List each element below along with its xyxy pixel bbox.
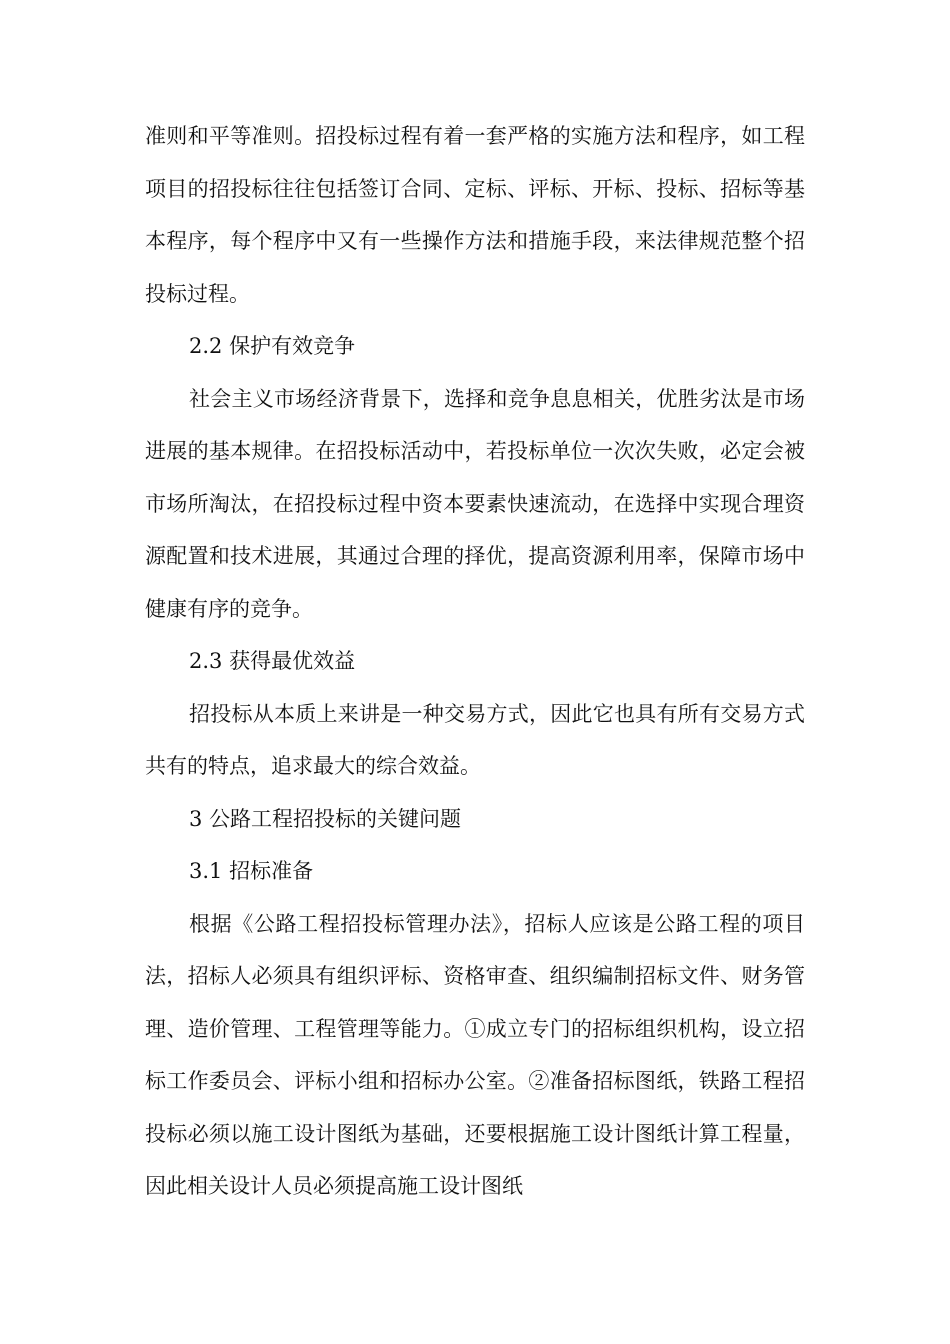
paragraph-2: 社会主义市场经济背景下，选择和竞争息息相关，优胜劣汰是市场进展的基本规律。在招投标活动中，若投标单位一次次失败，必定会被市场所淘汰，在招投标过程中资本要素快速流动，在选择中实现合理资源配置和技术进展，其通过合理的择优，提高资源利用率，保障市场中健康有序的竞争。 — [145, 386, 805, 621]
paragraph-4: 根据《公路工程招投标管理办法》，招标人应该是公路工程的项目法，招标人必须具有组织评标、资格审查、组织编制招标文件、财务管理、造价管理、工程管理等能力。①成立专门的招标组织机构，设立招标工作委员会、评标小组和招标办公室。②准备招标图纸，铁路工程招投标必须以施工设计图纸为基础，还要根据施工设计图纸计算工程量，因此相关设计人员必须提高施工设计图纸 — [145, 911, 805, 1198]
section-heading-3-1: 3.1 招标准备 — [189, 859, 314, 883]
section-heading-2-3: 2.3 获得最优效益 — [189, 649, 356, 673]
document-body — [145, 110, 805, 1213]
section-heading-2-2: 2.2 保护有效竞争 — [189, 334, 356, 358]
section-heading-3: 3 公路工程招投标的关键问题 — [189, 806, 462, 831]
paragraph-1: 准则和平等准则。招投标过程有着一套严格的实施方法和程序，如工程项目的招投标往往包括签订合同、定标、评标、开标、投标、招标等基本程序，每个程序中又有一些操作方法和措施手段，来法律规范整个招投标过程。 — [145, 124, 805, 306]
paragraph-3: 招投标从本质上来讲是一种交易方式，因此它也具有所有交易方式共有的特点，追求最大的综合效益。 — [145, 701, 805, 778]
